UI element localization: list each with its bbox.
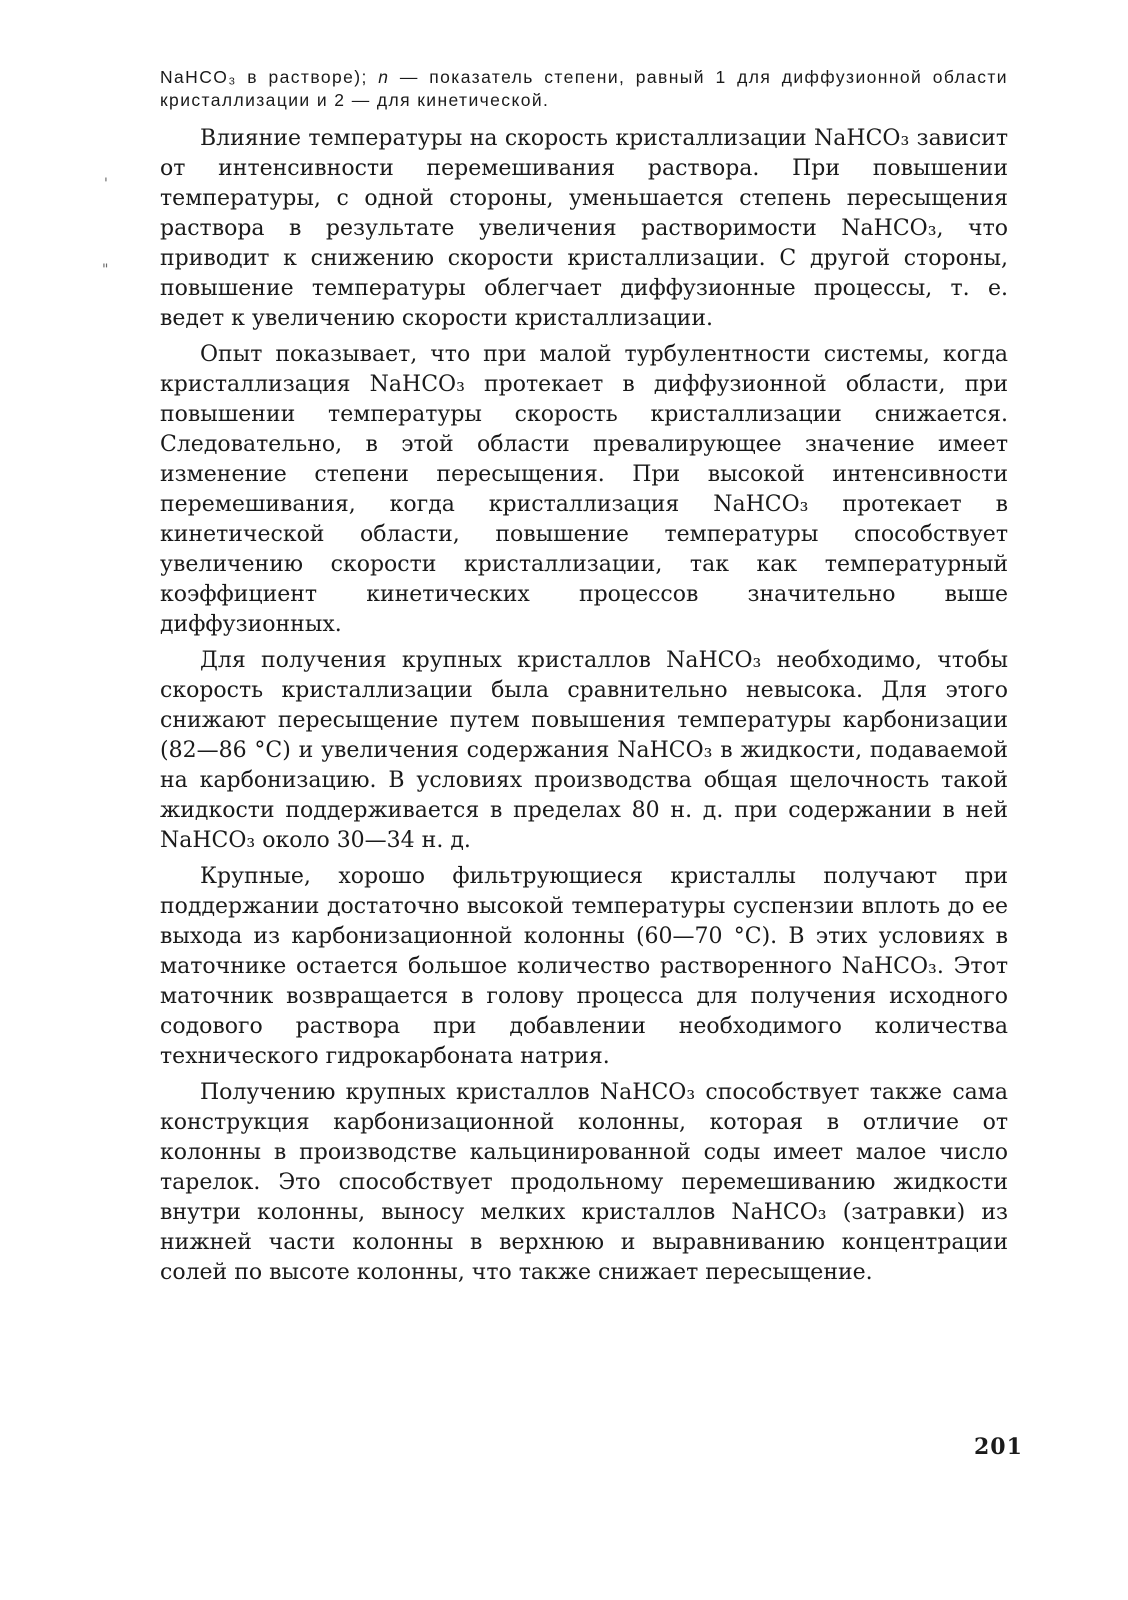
margin-mark-2: "	[102, 262, 109, 278]
footnote-symbol: n	[378, 67, 390, 87]
paragraph-temperature-influence: Влияние температуры на скорость кристаллизации NaHCO₃ зависит от интенсивности перемешивания раствора. При повышении температуры, с одной стороны, уменьшается степень пересыщения раствора в результате увеличения растворимости NaHCO₃, что приводит к снижению скорости кристаллизации. С другой стороны, повышение температуры облегчает диффузионные процессы, т. е. ведет к увеличению скорости кристаллизации.	[160, 126, 1008, 331]
paragraph-column-design: Получению крупных кристаллов NaHCO₃ способствует также сама конструкция карбонизационной колонны, которая в отличие от колонны в производстве кальцинированной соды имеет малое число тарелок. Это способствует продольному перемешиванию жидкости внутри колонны, выносу мелких кристаллов NaHCO₃ (затравки) из нижней части колонны в верхнюю и выравниванию концентрации солей по высоте колонны, что также снижает пересыщение.	[160, 1080, 1008, 1285]
footnote-part2: — показатель степени, равный 1 для диффузионной области кристаллизации и 2 — для кинетической.	[160, 67, 1008, 110]
footnote-part1: NaHCO₃ в растворе);	[160, 67, 379, 87]
paragraph-experiment: Опыт показывает, что при малой турбулентности системы, когда кристаллизация NaHCO₃ протекает в диффузионной области, при повышении температуры скорость кристаллизации снижается. Следовательно, в этой области превалирующее значение имеет изменение степени пересыщения. При высокой интенсивности перемешивания, когда кристаллизация NaHCO₃ протекает в кинетической области, повышение температуры способствует увеличению скорости кристаллизации, так как температурный коэффициент кинетических процессов значительно выше диффузионных.	[160, 342, 1008, 637]
paragraph-large-crystals: Для получения крупных кристаллов NaHCO₃ необходимо, чтобы скорость кристаллизации была сравнительно невысока. Для этого снижают пересыщение путем повышения температуры карбонизации (82—86 °С) и увеличения содержания NaHCO₃ в жидкости, подаваемой на карбонизацию. В условиях производства общая щелочность такой жидкости поддерживается в пределах 80 н. д. при содержании в ней NaHCO₃ около 30—34 н. д.	[160, 648, 1008, 853]
margin-mark-1: '	[104, 176, 108, 192]
page-number: 201	[974, 1434, 1023, 1460]
footnote	[160, 66, 1008, 112]
page-body	[160, 66, 1008, 1546]
paragraph-filtering-crystals: Крупные, хорошо фильтрующиеся кристаллы получают при поддержании достаточно высокой температуры суспензии вплоть до ее выхода из карбонизационной колонны (60—70 °С). В этих условиях в маточнике остается большое количество растворенного NaHCO₃. Этот маточник возвращается в голову процесса для получения исходного содового раствора при добавлении необходимого количества технического гидрокарбоната натрия.	[160, 864, 1008, 1069]
